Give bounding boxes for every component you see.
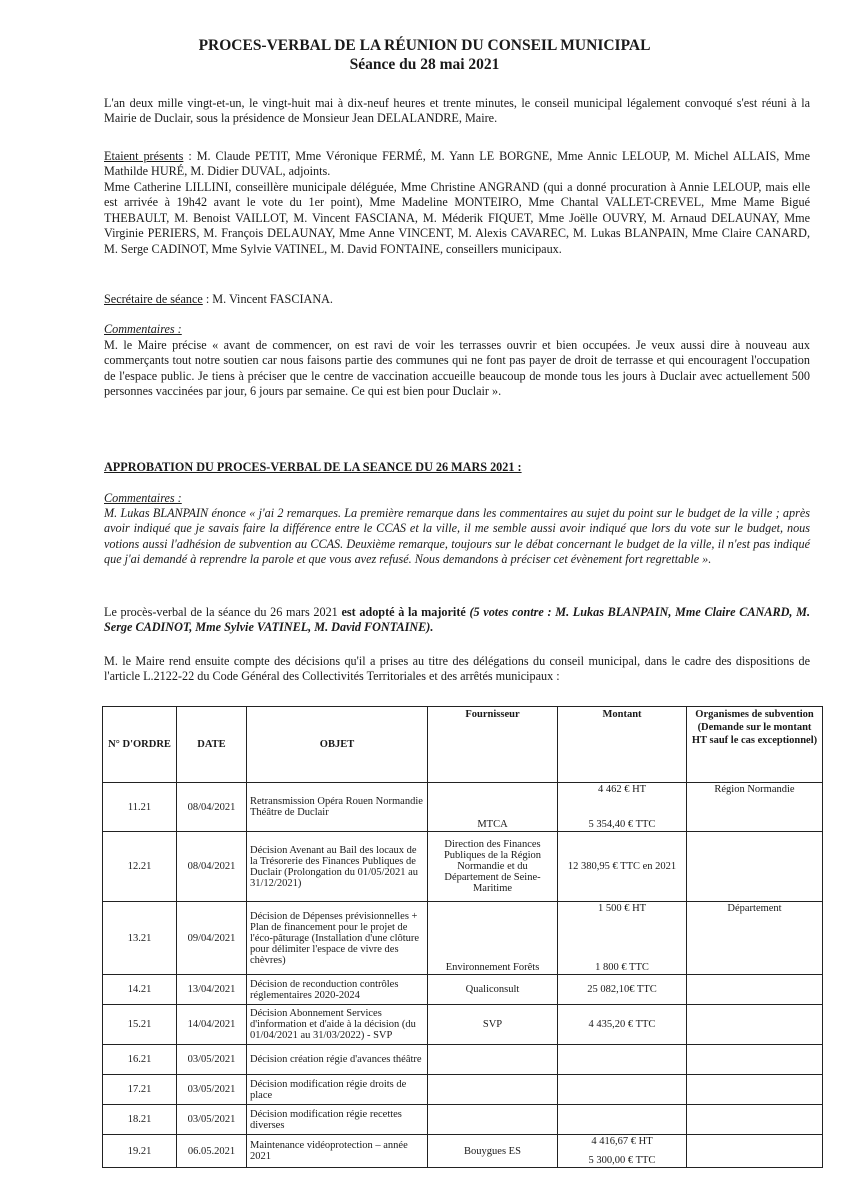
row-organisme: Région Normandie [687,783,823,832]
row-fournisseur [428,1045,558,1075]
row-fournisseur: Direction des Finances Publiques de la Région Normandie et du Département de Seine-Maritime [428,832,558,902]
row-objet: Décision de reconduction contrôles réglementaires 2020-2024 [247,975,428,1005]
approval-comment: M. Lukas BLANPAIN énonce « j'ai 2 remarques. La première remarque dans les commentaires au sujet du point sur le budget de la ville ; après avoir indiqué que je savais faire la différence entre le CCAS et la ville, il me semble aussi avoir indiqué que lors du vote sur le budget, nous votions aussi l'adhésion de subvention au CCAS. Deuxième remarque, toujours sur le débat concernant le budget de la ville, il n'est pas indiqué que j'ai demandé à reprendre la parole et que vous avez refusé. Nous demandons à préciser cet évènement fort regrettable ». [104,506,810,567]
row-fournisseur: MTCA [428,783,558,832]
row-objet: Décision création régie d'avances théâtre [247,1045,428,1075]
table-row [103,783,823,832]
row-num: 14.21 [103,975,177,1005]
row-num: 13.21 [103,902,177,975]
row-montant [558,902,687,975]
table-row [103,902,823,975]
table-row [103,1075,823,1105]
row-num: 15.21 [103,1005,177,1045]
decisions-table [102,706,823,1168]
montant-ttc: 1 800 € TTC [595,962,649,973]
secretary-line [104,292,810,307]
montant-stack [561,1136,683,1166]
header-num: N° D'ORDRE [103,707,177,783]
table-row [103,975,823,1005]
table-header-row [103,707,823,783]
attendance-paragraph [104,149,810,180]
row-num: 18.21 [103,1105,177,1135]
row-fournisseur: Qualiconsult [428,975,558,1005]
approval-heading: APPROBATION DU PROCES-VERBAL DE LA SEANCE DU 26 MARS 2021 : [104,460,522,474]
row-montant: 12 380,95 € TTC en 2021 [558,832,687,902]
row-date: 08/04/2021 [177,783,247,832]
table-row [103,1135,823,1168]
row-fournisseur: Environnement Forêts [428,902,558,975]
row-organisme [687,1045,823,1075]
approval-comments-label: Commentaires : [104,491,182,505]
row-fournisseur [428,1075,558,1105]
intro-paragraph: L'an deux mille vingt-et-un, le vingt-huit mai à dix-neuf heures et trente minutes, le conseil municipal légalement convoqué s'est réuni à la Mairie de Duclair, sous la présidence de Monsieur Jean DELALANDRE, Maire. [104,96,810,126]
table-row [103,1045,823,1075]
row-montant [558,1045,687,1075]
comments-label: Commentaires : [104,322,182,336]
approval-result-text: Le procès-verbal de la séance du 26 mars 2021 [104,605,342,619]
approval-result-votes: (5 votes contre : M. Lukas BLANPAIN, Mme Claire CANARD, M. Serge CADINOT, Mme Sylvie VATINEL, M. David FONTAINE). [104,605,810,635]
document-header [0,36,849,74]
montant-ht: 1 500 € HT [597,903,647,914]
presents-adjoints: : M. Claude PETIT, Mme Véronique FERMÉ, M. Yann LE BORGNE, Mme Annic LELOUP, M. Michel ALLAIS, Mme Mathilde HURÉ, M. Didier DUVAL, adjoints. [104,149,810,179]
row-objet: Retransmission Opéra Rouen Normandie Théâtre de Duclair [247,783,428,832]
row-date: 03/05/2021 [177,1105,247,1135]
montant-ht: 4 462 € HT [597,784,647,795]
row-date: 08/04/2021 [177,832,247,902]
row-montant [558,783,687,832]
page-title: PROCES-VERBAL DE LA RÉUNION DU CONSEIL MUNICIPAL [198,37,651,54]
header-organismes: Organismes de subvention (Demande sur le montant HT sauf le cas exceptionnel) [687,707,823,783]
approval-result [104,605,810,636]
row-organisme [687,975,823,1005]
secretary-value: : M. Vincent FASCIANA. [202,292,333,306]
row-date: 06.05.2021 [177,1135,247,1168]
row-date: 03/05/2021 [177,1075,247,1105]
attendance-councillors: Mme Catherine LILLINI, conseillère municipale déléguée, Mme Christine ANGRAND (qui a donné procuration à Annie LELOUP, mais elle est arrivée à 19h42 avant le vote du 1er point), Mme Madeline MONTEIRO, Mme Chantal VALLET-CREVEL, Mme Mame Bigué THEBAULT, M. Benoist VAILLOT, M. Vincent FASCIANA, M. Méderik FIQUET, Mme Joëlle OUVRY, M. Arnaud DELAUNAY, Mme Virginie PERIERS, M. François DELAUNAY, Mme Anne VINCENT, M. Alexis CAVAREC, M. Lukas BLANPAIN, Mme Claire CANARD, M. Serge CADINOT, Mme Sylvie VATINEL, M. David FONTAINE, conseillers municipaux. [104,180,810,256]
montant-ht: 4 416,67 € HT [591,1136,653,1147]
row-montant: 4 435,20 € TTC [558,1005,687,1045]
header-objet: OBJET [247,707,428,783]
row-organisme [687,1105,823,1135]
montant-stack [561,903,683,973]
decisions-intro: M. le Maire rend ensuite compte des décisions qu'il a prises au titre des délégations du conseil municipal, dans le cadre des dispositions de l'article L.2122-22 du Code Général des Collectivités Territoriales et des arrêtés municipaux : [104,654,810,684]
secretary-label: Secrétaire de séance [104,292,203,306]
row-num: 11.21 [103,783,177,832]
header-date: DATE [177,707,247,783]
montant-ttc: 5 300,00 € TTC [588,1155,656,1166]
table-row [103,1105,823,1135]
montant-ttc: 5 354,40 € TTC [588,819,656,830]
montant-stack [561,784,683,830]
row-date: 14/04/2021 [177,1005,247,1045]
row-objet: Décision Abonnement Services d'information et d'aide à la décision (du 01/04/2021 au 31/03/2022) - SVP [247,1005,428,1045]
mayor-comment: M. le Maire précise « avant de commencer, on est ravi de voir les terrasses ouvrir et bien occupées. Je veux aussi dire à nouveau aux commerçants tout notre soutien car nous faisons partie des communes qui ne font pas payer de droit de terrasse et qui encouragent l'occupation de l'espace public. Je tiens à préciser que le centre de vaccination accueille beaucoup de monde tous les jours à Duclair avec actuellement 500 personnes vaccinées par jour, 6 jours par semaine. Ce qui est bien pour Duclair ». [104,338,810,399]
table-row [103,1005,823,1045]
table-row [103,832,823,902]
row-objet: Décision modification régie recettes diverses [247,1105,428,1135]
row-date: 13/04/2021 [177,975,247,1005]
row-objet: Décision de Dépenses prévisionnelles + Plan de financement pour le projet de l'éco-pâturage (Installation d'une clôture pour délimiter l'espace de vivre des chèvres) [247,902,428,975]
approval-result-majority: est adopté à la majorité [341,605,466,619]
row-organisme [687,832,823,902]
presents-label: Etaient présents [104,149,184,163]
row-organisme [687,1075,823,1105]
row-date: 09/04/2021 [177,902,247,975]
row-num: 16.21 [103,1045,177,1075]
row-organisme [687,1135,823,1168]
row-montant [558,1135,687,1168]
row-num: 19.21 [103,1135,177,1168]
row-fournisseur: Bouygues ES [428,1135,558,1168]
header-montant: Montant [558,707,687,783]
row-organisme [687,1005,823,1045]
row-objet: Maintenance vidéoprotection – année 2021 [247,1135,428,1168]
header-fournisseur: Fournisseur [428,707,558,783]
row-num: 17.21 [103,1075,177,1105]
row-fournisseur: SVP [428,1005,558,1045]
row-montant: 25 082,10€ TTC [558,975,687,1005]
row-montant [558,1075,687,1105]
row-organisme: Département [687,902,823,975]
row-num: 12.21 [103,832,177,902]
row-fournisseur [428,1105,558,1135]
row-date: 03/05/2021 [177,1045,247,1075]
row-montant [558,1105,687,1135]
row-objet: Décision modification régie droits de place [247,1075,428,1105]
page-subtitle: Séance du 28 mai 2021 [349,56,500,73]
row-objet: Décision Avenant au Bail des locaux de la Trésorerie des Finances Publiques de Duclair (Prolongation du 01/05/2021 au 31/12/2021) [247,832,428,902]
